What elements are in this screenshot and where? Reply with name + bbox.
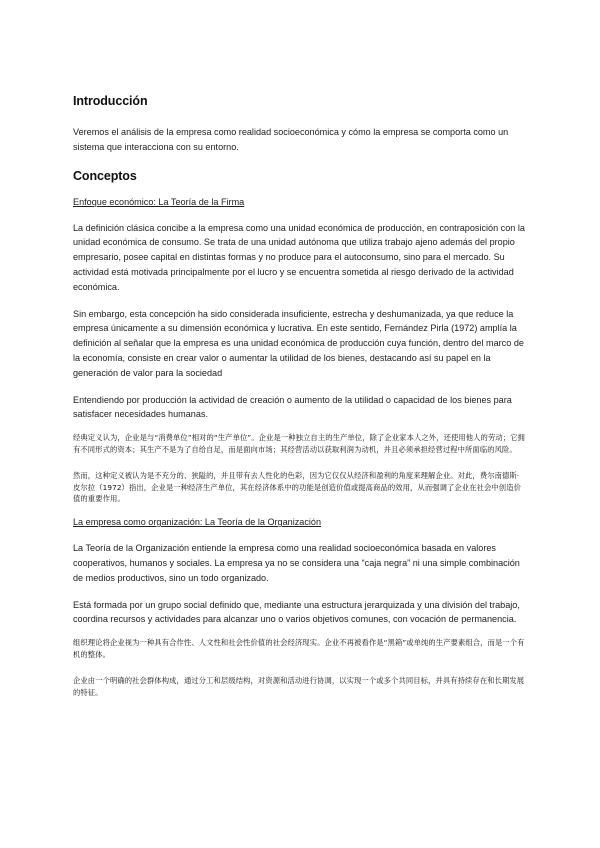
- document-body: [73, 94, 525, 698]
- org-paragraph-2: Está formada por un grupo social definido que, mediante una estructura jerarquizada y una división del trabajo, coordina recursos y actividades para alcanzar uno o varios objetivos comunes, con vocación de permanencia.: [73, 599, 520, 625]
- firm-chinese-paragraph-1: 经典定义认为，企业是与“消费单位”相对的“生产单位”。企业是一种独立自主的生产单位，除了企业家本人之外，还使用他人的劳动；它拥有不同形式的资本；其生产不是为了自给自足，而是面向市场；其经营活动以获取利润为动机，并且必须承担经营过程中所面临的风险。: [73, 433, 525, 454]
- subheading-teoria-organizacion: La empresa como organización: La Teoría de la Organización: [73, 517, 322, 528]
- org-paragraph-1: La Teoría de la Organización entiende la empresa como una realidad socioeconómica basada en valores cooperativos, humanos y sociales. La empresa ya no se considera una “caja negra” ni una simple combinación de medios productivos, sino un todo organizado.: [73, 543, 520, 583]
- firm-chinese-paragraph-2: 然而，这种定义被认为是不充分的、狭隘的，并且带有去人性化的色彩，因为它仅仅从经济和盈利的角度来理解企业。对此，费尔南德斯·皮尔拉（1972）指出，企业是一种经济生产单位，其在经济体系中的功能是创造价值或提高商品的效用，从而强调了企业在社会中创造价值的重要作用。: [73, 470, 521, 504]
- heading-introduccion: Introducción: [73, 94, 148, 108]
- firm-paragraph-2: Sin embargo, esta concepción ha sido considerada insuficiente, estrecha y deshumanizada, ya que reduce la empresa únicamente a su dimensión económica y lucrativa. En este sentido, Fernández Pirla (1972) amplía la definición al señalar que la empresa es una unidad económica de producción cuya función, dentro del marco de la economía, consiste en crear valor o aumentar la utilidad de los bienes, destacando así su papel en la generación de valor para la sociedad: [73, 308, 524, 378]
- firm-paragraph-3: Entendiendo por producción la actividad de creación o aumento de la utilidad o capacidad de los bienes para satisfacer necesidades humanas.: [73, 394, 512, 420]
- org-chinese-paragraph-2: 企业由一个明确的社会群体构成，通过分工和层级结构，对资源和活动进行协调，以实现一个或多个共同目标，并具有持续存在和长期发展的特征。: [73, 675, 525, 697]
- subheading-teoria-firma: Enfoque económico: La Teoría de la Firma: [73, 196, 245, 207]
- firm-paragraph-1: La definición clásica concibe a la empresa como una unidad económica de producción, en contraposición con la unidad económica de consumo. Se trata de una unidad autónoma que utiliza trabajo ajeno además del propio empresario, posee capital en distintas formas y no produce para el autoconsumo, sino para el mercado. Su actividad está motivada principalmente por el lucro y se encuentra sometida al riesgo derivado de la actividad económica.: [73, 222, 525, 292]
- org-chinese-paragraph-1: 组织理论将企业视为一种具有合作性、人文性和社会性价值的社会经济现实。企业不再被看作是“黑箱”或单纯的生产要素组合，而是一个有机的整体。: [73, 638, 525, 659]
- heading-conceptos: Conceptos: [73, 168, 137, 183]
- intro-paragraph: Veremos el análisis de la empresa como realidad socioeconómica y cómo la empresa se comporta como un sistema que interacciona con su entorno.: [73, 127, 509, 152]
